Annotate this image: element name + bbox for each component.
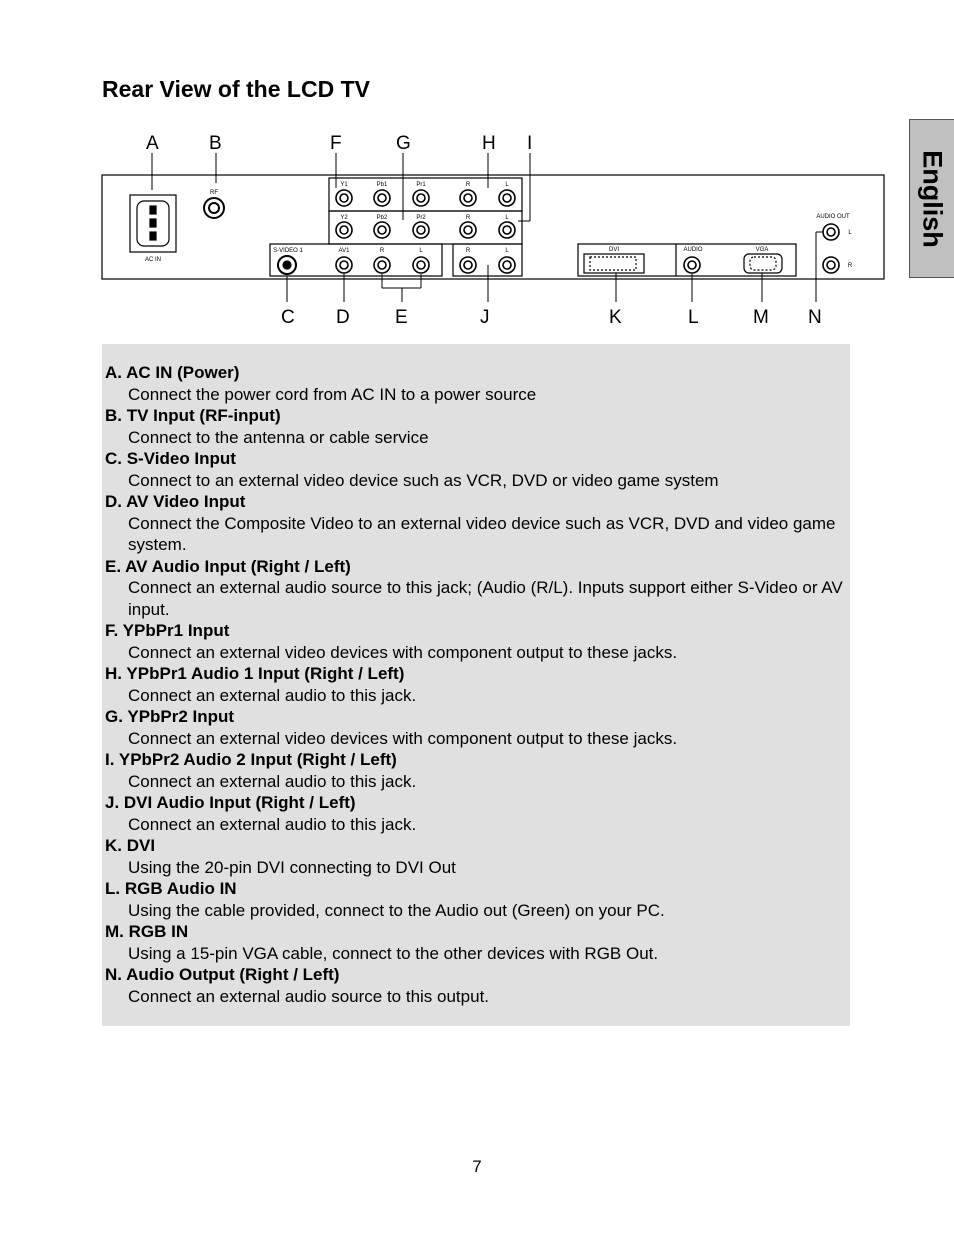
list-item: [105, 749, 845, 792]
item-text: Connect to the antenna or cable service: [128, 427, 429, 447]
label-l2: L: [505, 215, 509, 221]
callout-n: N: [808, 307, 822, 328]
list-item: [105, 878, 845, 921]
rear-panel-diagram: [0, 0, 954, 340]
callout-a: A: [146, 133, 159, 154]
item-title: F. YPbPr1 Input: [105, 621, 230, 640]
label-audio-out: AUDIO OUT: [816, 214, 850, 220]
callout-j: J: [480, 307, 490, 328]
item-text: Connect an external audio to this jack.: [128, 685, 417, 705]
item-text: Connect an external audio source to this jack; (Audio (R/L). Inputs support either S-Video or AV input.: [128, 578, 843, 619]
callout-f: F: [330, 133, 342, 154]
item-text: Connect the power cord from AC IN to a power source: [128, 384, 537, 404]
label-pb2: Pb2: [376, 215, 388, 221]
list-item: [105, 792, 845, 835]
label-rf: RF: [210, 190, 218, 196]
item-text: Connect an external audio source to this output.: [128, 986, 490, 1006]
rca-jacks: [336, 190, 839, 273]
item-text: Connect an external audio to this jack.: [128, 814, 417, 834]
item-title: C. S-Video Input: [105, 449, 236, 468]
item-title: G. YPbPr2 Input: [105, 707, 235, 726]
callout-h: H: [482, 133, 496, 154]
list-item: [105, 491, 845, 556]
label-vga: VGA: [755, 247, 769, 253]
item-text: Connect to an external video device such as VCR, DVD or video game system: [128, 470, 719, 490]
item-text: Using a 15-pin VGA cable, connect to the other devices with RGB Out.: [128, 943, 659, 963]
label-dvi-r: R: [465, 248, 471, 254]
rear-panel-outline: [102, 175, 884, 279]
callout-k: K: [609, 307, 622, 328]
label-r1: R: [465, 182, 471, 188]
item-title: I. YPbPr2 Audio 2 Input (Right / Left): [105, 750, 397, 769]
label-svideo: S-VIDEO 1: [273, 248, 303, 254]
item-title: N. Audio Output (Right / Left): [105, 965, 340, 984]
list-item: [105, 620, 845, 663]
page-title: Rear View of the LCD TV: [102, 76, 370, 102]
callout-m: M: [753, 307, 769, 328]
label-pr1: Pr1: [416, 182, 426, 188]
item-text: Connect an external audio to this jack.: [128, 771, 417, 791]
list-item: [105, 663, 845, 706]
callout-i: I: [527, 133, 533, 154]
label-pr2: Pr2: [416, 215, 426, 221]
item-title: K. DVI: [105, 836, 156, 855]
label-ac-in: AC IN: [144, 257, 162, 263]
list-item: [105, 921, 845, 964]
callout-b: B: [209, 133, 222, 154]
list-item: [105, 362, 845, 405]
item-text: Using the 20-pin DVI connecting to DVI Out: [128, 857, 456, 877]
label-l1: L: [505, 182, 509, 188]
callout-d: D: [336, 307, 350, 328]
page-number: 7: [472, 1157, 482, 1176]
list-item: [105, 448, 845, 491]
item-text: Connect an external video devices with component output to these jacks.: [128, 728, 678, 748]
label-dvi: DVI: [608, 247, 620, 253]
connector-descriptions: [105, 362, 845, 1007]
item-text: Using the cable provided, connect to the Audio out (Green) on your PC.: [128, 900, 665, 920]
callout-l: L: [688, 307, 699, 328]
list-item: [105, 405, 845, 448]
label-y2: Y2: [340, 215, 348, 221]
list-item: [105, 835, 845, 878]
list-item: [105, 964, 845, 1007]
item-title: E. AV Audio Input (Right / Left): [105, 556, 351, 576]
list-item: [105, 556, 845, 621]
label-y1: Y1: [340, 182, 348, 188]
rf-connector: [204, 198, 224, 218]
label-pb1: Pb1: [376, 182, 388, 188]
item-title: D. AV Video Input: [105, 492, 246, 511]
label-av: AV1: [338, 248, 350, 254]
label-av-r: R: [379, 248, 385, 254]
label-out-r: R: [847, 263, 853, 269]
callout-c: C: [281, 307, 295, 328]
item-title: A. AC IN (Power): [105, 363, 240, 382]
label-out-l: L: [848, 230, 852, 236]
item-title: M. RGB IN: [105, 922, 189, 941]
item-title: L. RGB Audio IN: [105, 879, 237, 898]
label-dvi-l: L: [505, 248, 509, 254]
item-text: Connect the Composite Video to an external video device such as VCR, DVD and video game system.: [128, 513, 836, 554]
list-item: [105, 706, 845, 749]
item-text: Connect an external video devices with component output to these jacks.: [128, 642, 678, 662]
item-title: H. YPbPr1 Audio 1 Input (Right / Left): [105, 664, 405, 683]
item-title: J. DVI Audio Input (Right / Left): [105, 793, 356, 812]
callout-e: E: [395, 307, 408, 328]
callout-g: G: [396, 133, 411, 154]
label-audio: AUDIO: [683, 247, 703, 253]
item-title: B. TV Input (RF-input): [105, 406, 281, 425]
label-r2: R: [465, 215, 471, 221]
language-tab-label: English: [917, 149, 948, 248]
label-av-l: L: [419, 248, 423, 254]
